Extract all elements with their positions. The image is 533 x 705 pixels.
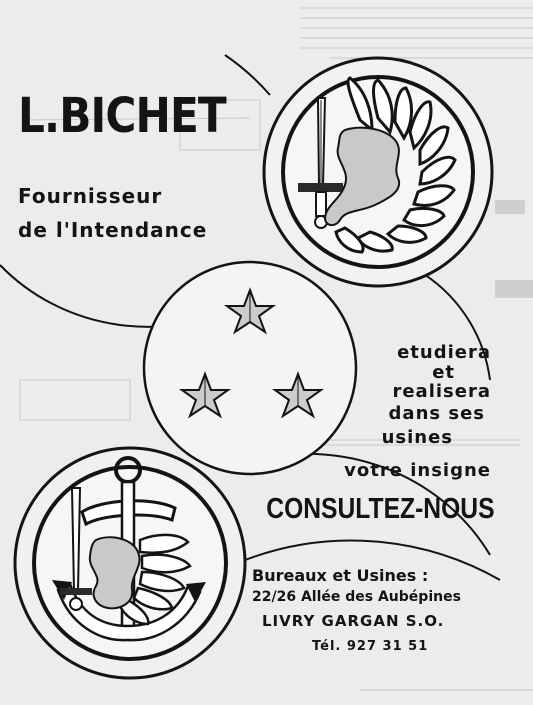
anchor-wing-dagger-badge [15, 448, 245, 678]
contact-phone: Tél. 927 31 51 [312, 639, 429, 654]
contact-heading: Bureaux et Usines : [252, 566, 429, 585]
body-line-4: dans ses [388, 403, 485, 424]
subtitle-line-2: de l'Intendance [18, 218, 208, 242]
body-line-2: et [432, 362, 455, 383]
subtitle-line-1: Fournisseur [18, 184, 163, 208]
contact-address: 22/26 Allée des Aubépines [252, 589, 461, 605]
contact-city: LIVRY GARGAN S.O. [262, 612, 445, 630]
three-stars-badge [144, 262, 356, 474]
body-line-1: etudiera [397, 342, 491, 363]
call-to-action: CONSULTEZ-NOUS [266, 493, 495, 525]
body-line-5: usines [381, 427, 453, 448]
body-line-3: realisera [392, 381, 491, 402]
brand-name: L.BICHET [18, 88, 226, 144]
body-line-6: votre insigne [344, 460, 491, 481]
parachutist-dagger-wing-badge [264, 58, 492, 286]
